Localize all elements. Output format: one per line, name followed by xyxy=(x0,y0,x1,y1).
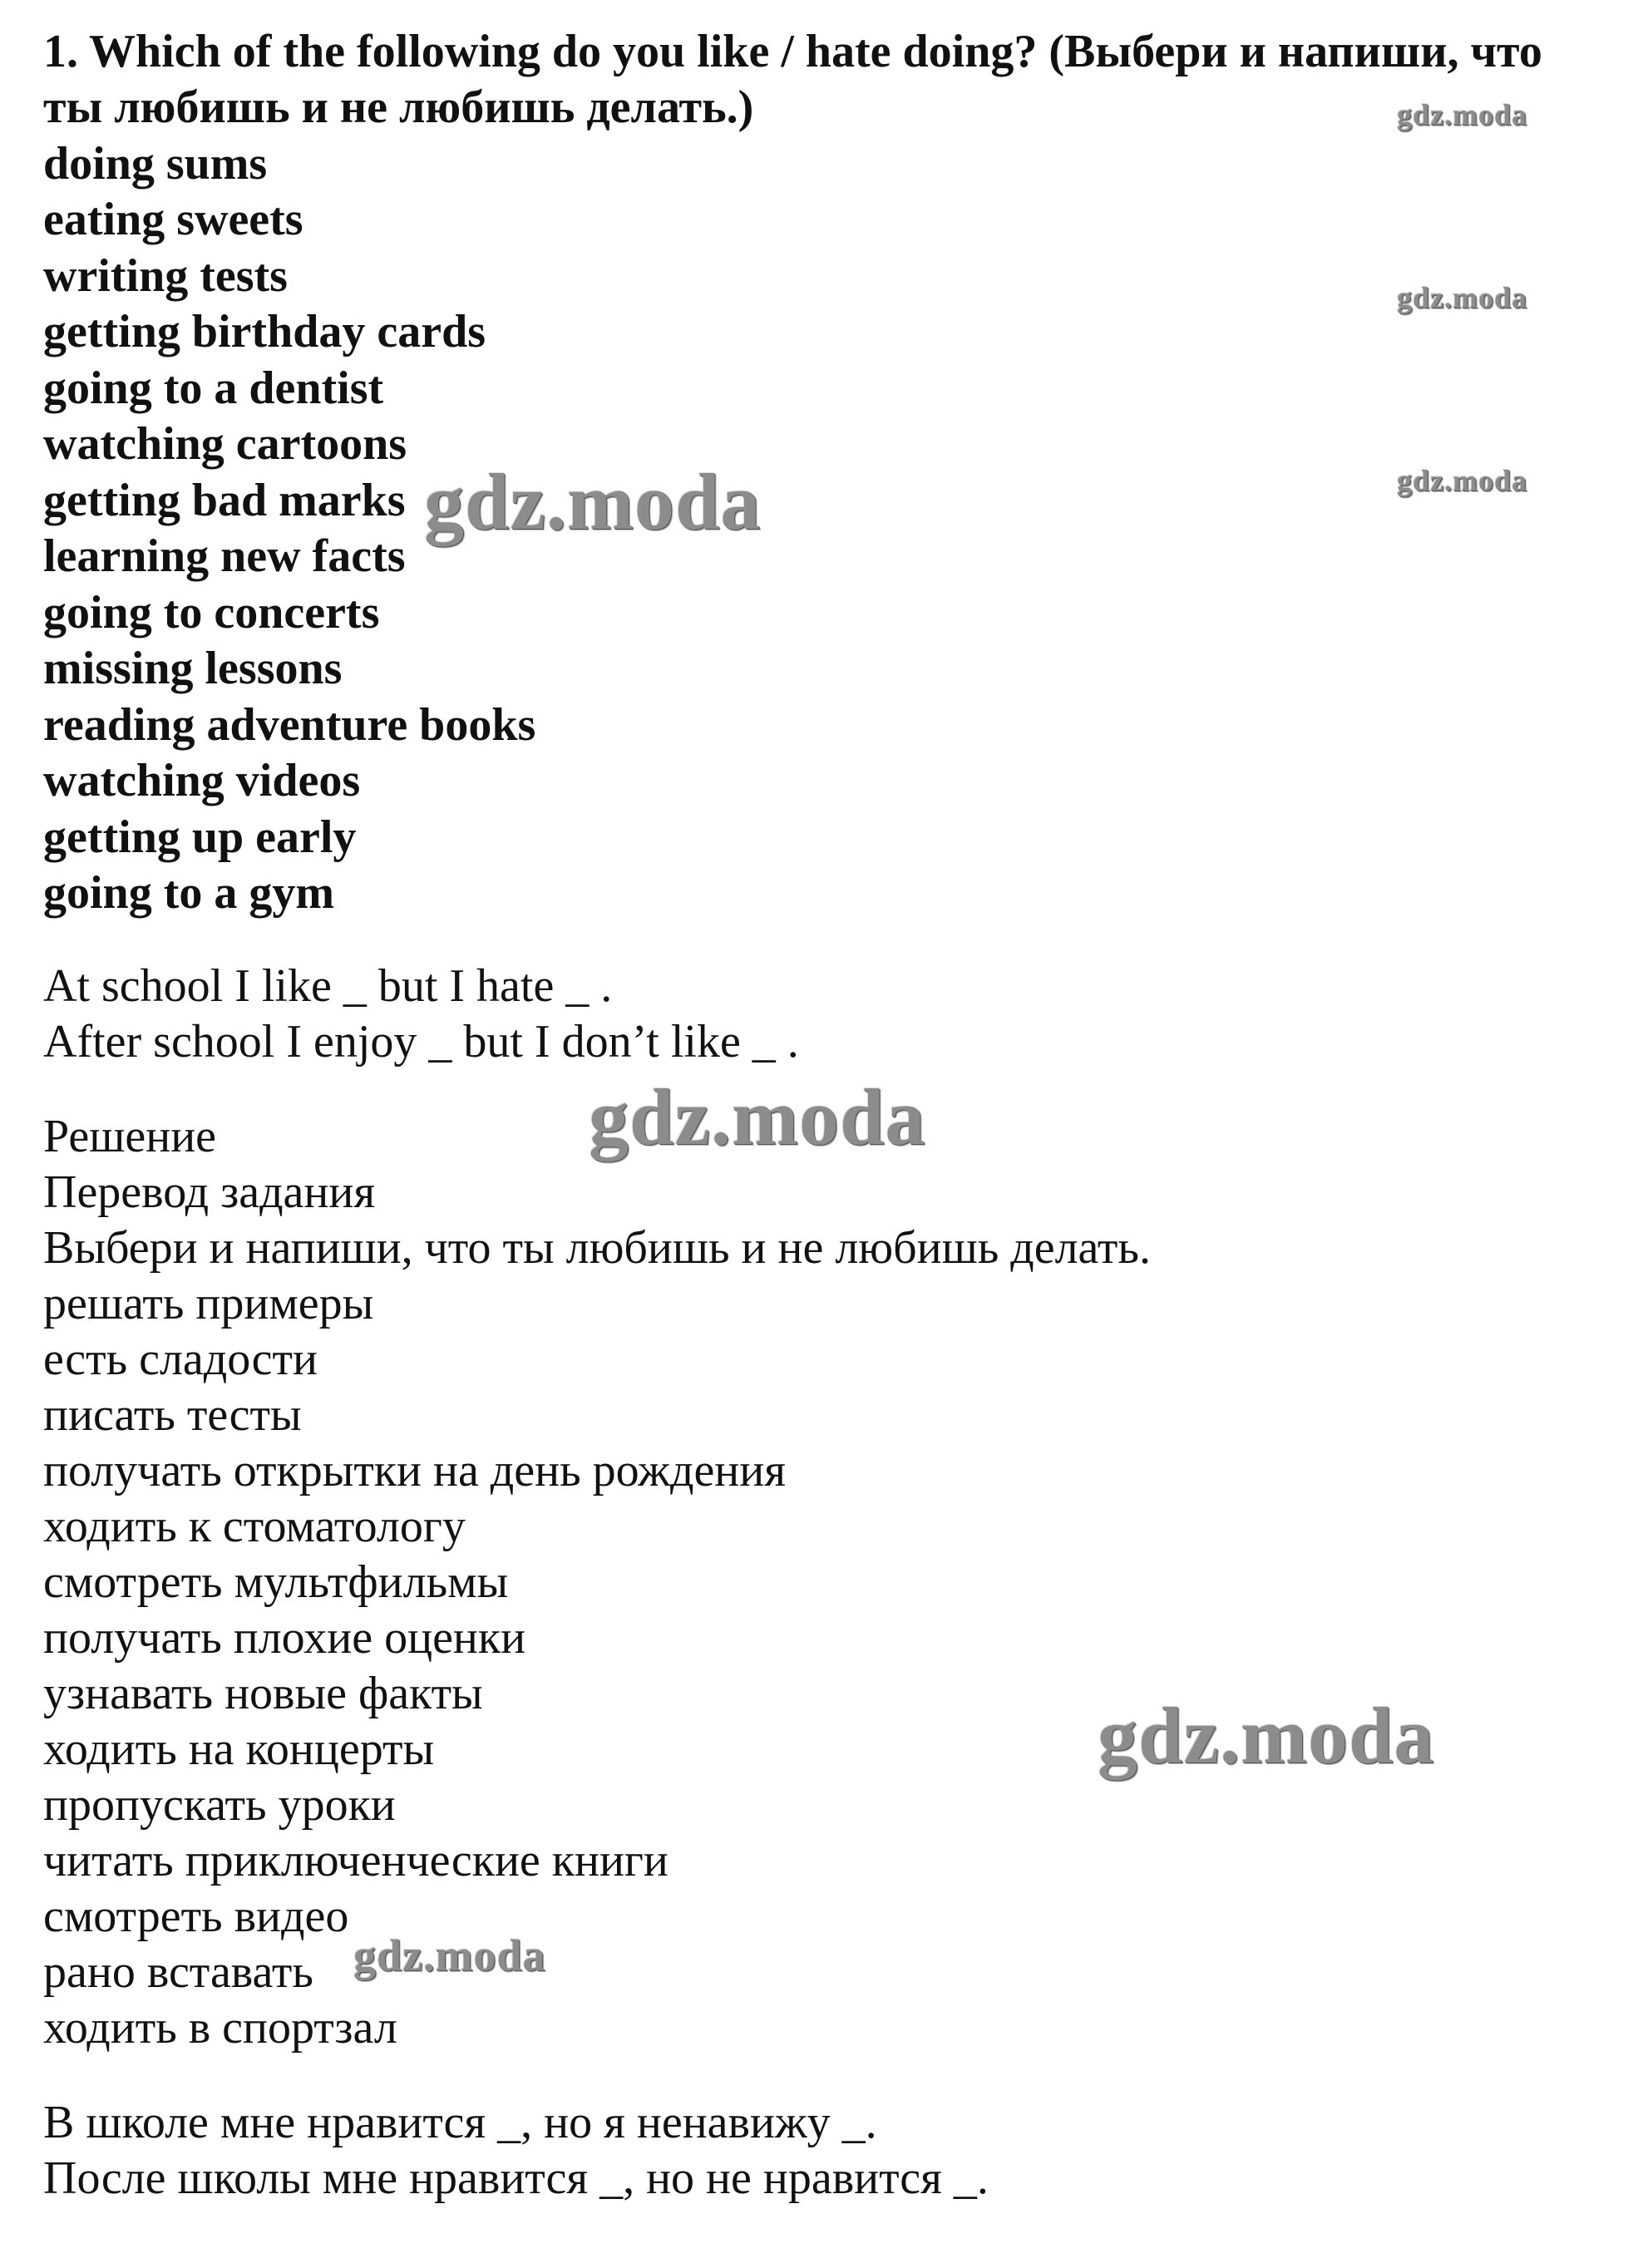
task-sentence-2: After school I enjoy _ but I don’t like _ . xyxy=(43,1016,799,1067)
solution-sentence-2: После школы мне нравится _, но не нравится _. xyxy=(43,2152,989,2204)
task-title-line1: 1. Which of the following do you like / hate doing? (Выбери и напиши, что xyxy=(43,26,1542,77)
watermark: gdz.moda xyxy=(424,457,762,546)
activity-ru-item: ходить на концерты xyxy=(43,1723,435,1775)
activity-en-item: doing sums xyxy=(43,138,268,190)
activity-en-item: writing tests xyxy=(43,250,288,302)
watermark: gdz.moda xyxy=(1098,1691,1435,1780)
activity-ru-item: ходить в спортзал xyxy=(43,2002,397,2054)
activity-en-item: reading adventure books xyxy=(43,699,536,751)
activity-ru-item: получать плохие оценки xyxy=(43,1612,526,1664)
solution-instruction: Выбери и напиши, что ты любишь и не любишь делать. xyxy=(43,1222,1151,1274)
activity-ru-item: пропускать уроки xyxy=(43,1779,396,1831)
watermark: gdz.moda xyxy=(353,1930,546,1980)
activity-en-item: going to concerts xyxy=(43,587,380,638)
activity-en-item: watching cartoons xyxy=(43,418,407,470)
activity-ru-item: есть сладости xyxy=(43,1334,318,1385)
activity-ru-item: смотреть видео xyxy=(43,1891,349,1942)
activity-en-item: getting up early xyxy=(43,811,357,863)
task-title-line2: ты любишь и не любишь делать.) xyxy=(43,81,754,133)
activity-en-item: getting birthday cards xyxy=(43,306,486,357)
activity-en-item: watching videos xyxy=(43,755,361,806)
task-sentence-1: At school I like _ but I hate _ . xyxy=(43,960,613,1012)
activity-ru-item: получать открытки на день рождения xyxy=(43,1445,786,1496)
activity-en-item: getting bad marks xyxy=(43,475,406,526)
activity-ru-item: читать приключенческие книги xyxy=(43,1835,669,1886)
activity-en-item: going to a gym xyxy=(43,867,334,919)
activity-ru-item: смотреть мультфильмы xyxy=(43,1556,509,1608)
activity-ru-item: решать примеры xyxy=(43,1278,374,1329)
watermark: gdz.moda xyxy=(1397,281,1528,314)
activity-en-item: learning new facts xyxy=(43,530,406,582)
solution-heading: Решение xyxy=(43,1111,217,1162)
watermark: gdz.moda xyxy=(589,1072,926,1161)
watermark: gdz.moda xyxy=(1397,464,1528,497)
activity-ru-item: писать тесты xyxy=(43,1389,302,1441)
activity-ru-item: ходить к стоматологу xyxy=(43,1501,466,1552)
activity-en-item: going to a dentist xyxy=(43,362,384,414)
activity-en-item: missing lessons xyxy=(43,643,343,694)
solution-subheading: Перевод задания xyxy=(43,1166,376,1218)
activity-ru-item: узнавать новые факты xyxy=(43,1668,483,1719)
activity-en-item: eating sweets xyxy=(43,194,303,245)
watermark: gdz.moda xyxy=(1397,98,1528,131)
solution-sentence-1: В школе мне нравится _, но я ненавижу _. xyxy=(43,2097,877,2148)
activity-ru-item: рано вставать xyxy=(43,1946,313,1998)
